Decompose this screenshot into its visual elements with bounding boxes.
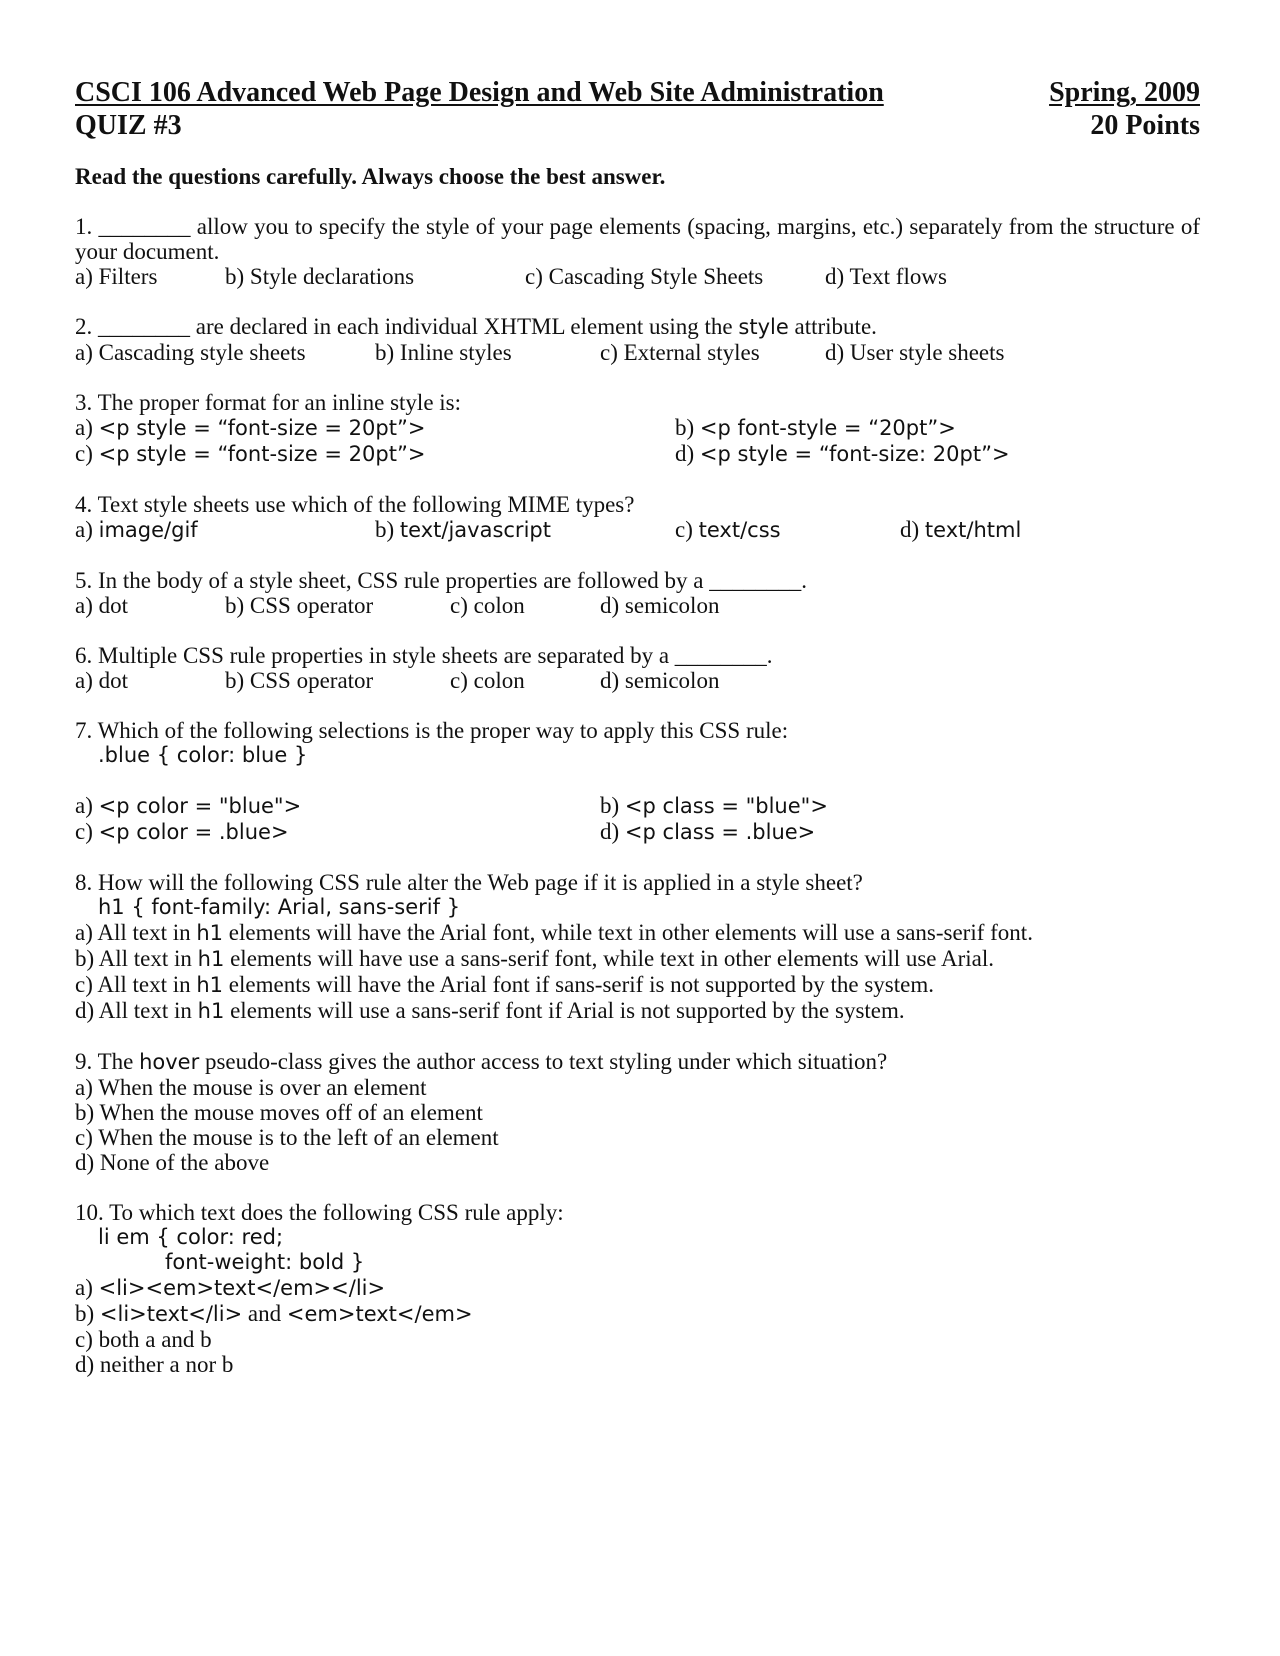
q9-option-a: a) When the mouse is over an element	[75, 1075, 427, 1100]
question-3-row-1	[75, 415, 1200, 441]
q6-option-d: d) semicolon	[600, 668, 720, 693]
header-line-1	[75, 76, 1200, 109]
q4-option-c: c) text/css	[675, 517, 781, 542]
q7-option-b: b) <p class = "blue">	[600, 793, 828, 818]
q2-code: style	[738, 315, 789, 339]
q8-css-rule: h1 { font-family: Arial, sans-serif }	[98, 895, 461, 919]
question-7-row-1	[75, 793, 1200, 819]
question-1	[75, 214, 1200, 289]
question-2-text	[75, 314, 1200, 340]
q8-option-d: d) All text in h1 elements will use a sans-serif font if Arial is not supported by the system.	[75, 998, 905, 1023]
instructions: Read the questions carefully. Always choose the best answer.	[75, 164, 666, 189]
question-1-text: 1. ________ allow you to specify the style of your page elements (spacing, margins, etc.) separately from the structure of your document.	[75, 214, 1200, 264]
question-10-text: 10. To which text does the following CSS rule apply:	[75, 1200, 564, 1225]
question-2-options	[75, 340, 1200, 365]
q10-css-rule-line-1: li em { color: red;	[98, 1225, 284, 1249]
q4-option-a: a) image/gif	[75, 517, 198, 542]
q2-option-d: d) User style sheets	[825, 340, 1005, 365]
q5-option-c: c) colon	[450, 593, 525, 618]
q10-option-d: d) neither a nor b	[75, 1352, 234, 1377]
question-4-text: 4. Text style sheets use which of the following MIME types?	[75, 492, 635, 517]
q8-option-b: b) All text in h1 elements will have use a sans-serif font, while text in other elements will use Arial.	[75, 946, 995, 971]
q5-option-a: a) dot	[75, 593, 129, 618]
q1-option-a: a) Filters	[75, 264, 158, 289]
q8-option-a: a) All text in h1 elements will have the Arial font, while text in other elements will use a sans-serif font.	[75, 920, 1033, 945]
question-6-text: 6. Multiple CSS rule properties in style sheets are separated by a ________.	[75, 643, 773, 668]
course-title: CSCI 106 Advanced Web Page Design and Web Site Administration	[75, 77, 884, 108]
q4-option-d: d) text/html	[900, 517, 1022, 542]
question-7-row-2	[75, 819, 1200, 845]
q9-option-c: c) When the mouse is to the left of an element	[75, 1125, 499, 1150]
header-line-2	[75, 109, 1200, 142]
question-3-row-2	[75, 441, 1200, 467]
q7-css-rule: .blue { color: blue }	[98, 743, 308, 767]
q7-option-a: a) <p color = "blue">	[75, 793, 302, 818]
q1-option-d: d) Text flows	[825, 264, 947, 289]
q1-option-b: b) Style declarations	[225, 264, 415, 289]
question-9-text: 9. The hover pseudo-class gives the author access to text styling under which situation?	[75, 1049, 888, 1074]
question-7	[75, 718, 1200, 845]
question-10	[75, 1200, 1200, 1377]
q5-option-d: d) semicolon	[600, 593, 720, 618]
question-6	[75, 643, 1200, 693]
q7-option-d: d) <p class = .blue>	[600, 819, 816, 844]
question-3-text: 3. The proper format for an inline style is:	[75, 390, 462, 415]
question-4	[75, 492, 1200, 543]
q9-option-d: d) None of the above	[75, 1150, 270, 1175]
question-4-options	[75, 517, 1200, 543]
q2-option-b: b) Inline styles	[375, 340, 512, 365]
q9-option-b: b) When the mouse moves off of an element	[75, 1100, 483, 1125]
q6-option-a: a) dot	[75, 668, 129, 693]
q5-option-b: b) CSS operator	[225, 593, 374, 618]
q10-option-b: b) <li>text</li> and <em>text</em>	[75, 1301, 473, 1326]
q10-option-a: a) <li><em>text</em></li>	[75, 1275, 386, 1300]
q2-option-a: a) Cascading style sheets	[75, 340, 306, 365]
q3-option-d: d) <p style = “font-size: 20pt”>	[675, 441, 1010, 466]
q3-option-c: c) <p style = “font-size = 20pt”>	[75, 441, 426, 466]
question-8-text: 8. How will the following CSS rule alter the Web page if it is applied in a style sheet?	[75, 870, 863, 895]
q10-option-c: c) both a and b	[75, 1327, 212, 1352]
question-5-options	[75, 593, 1200, 618]
quiz-points: 20 Points	[1090, 110, 1200, 141]
question-5-text: 5. In the body of a style sheet, CSS rule properties are followed by a ________.	[75, 568, 808, 593]
q3-option-b: b) <p font-style = “20pt”>	[675, 415, 956, 440]
q1-option-c: c) Cascading Style Sheets	[525, 264, 764, 289]
question-2	[75, 314, 1200, 365]
q8-option-c: c) All text in h1 elements will have the Arial font if sans-serif is not supported by the system.	[75, 972, 934, 997]
q6-option-b: b) CSS operator	[225, 668, 374, 693]
q10-css-rule-line-2: font-weight: bold }	[165, 1250, 365, 1274]
q7-option-c: c) <p color = .blue>	[75, 819, 289, 844]
q4-option-b: b) text/javascript	[375, 517, 551, 542]
question-6-options	[75, 668, 1200, 693]
term: Spring, 2009	[1049, 77, 1200, 108]
q6-option-c: c) colon	[450, 668, 525, 693]
question-8	[75, 870, 1200, 1024]
q2-text-after: attribute.	[788, 314, 877, 339]
question-1-options	[75, 264, 1200, 289]
question-9	[75, 1049, 1200, 1175]
quiz-page	[75, 76, 1200, 1377]
question-5	[75, 568, 1200, 618]
q2-text-before: 2. ________ are declared in each individual XHTML element using the	[75, 314, 739, 339]
question-7-text: 7. Which of the following selections is the proper way to apply this CSS rule:	[75, 718, 789, 743]
quiz-number: QUIZ #3	[75, 110, 182, 141]
question-3	[75, 390, 1200, 467]
q2-option-c: c) External styles	[600, 340, 760, 365]
q3-option-a: a) <p style = “font-size = 20pt”>	[75, 415, 426, 440]
